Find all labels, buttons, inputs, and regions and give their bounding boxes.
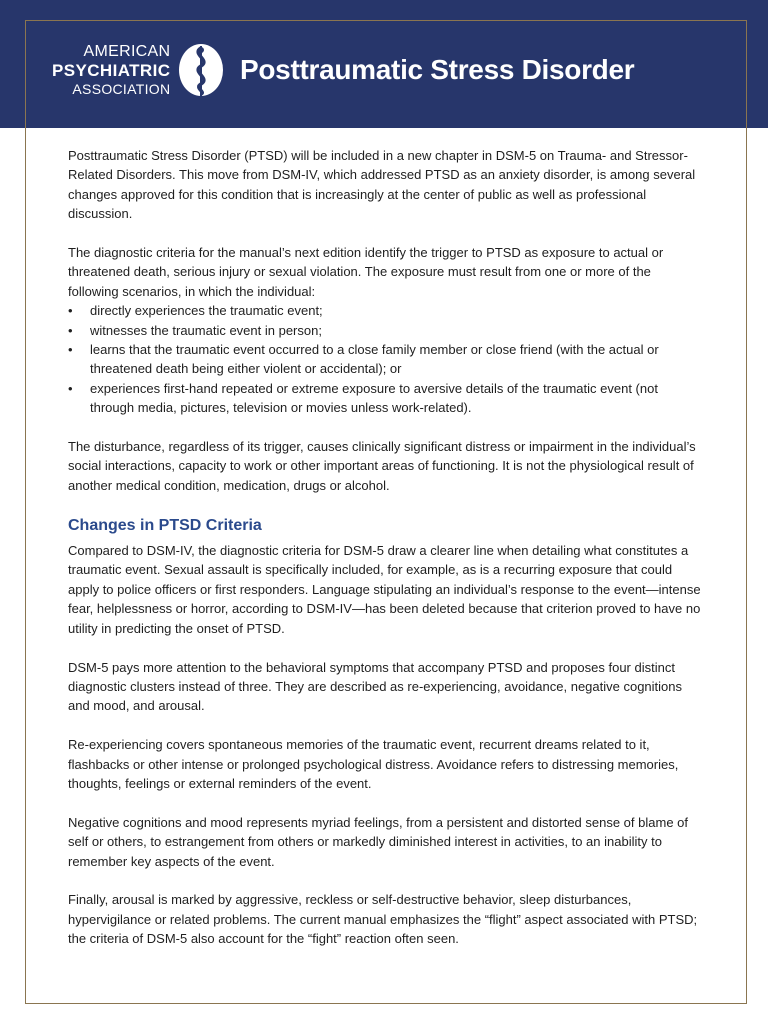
list-item-text: witnesses the traumatic event in person; bbox=[90, 322, 322, 338]
logo-line-3: ASSOCIATION bbox=[72, 81, 171, 97]
list-item bbox=[68, 321, 702, 340]
bullet-icon: • bbox=[68, 303, 73, 319]
paragraph-reexperiencing: Re-experiencing covers spontaneous memories of the traumatic event, recurrent dreams related to it, flashbacks or other intense or prolonged psychological distress. Avoidance refers to distressing memories, thoughts, feelings or external reminders of the event. bbox=[68, 737, 679, 791]
logo-line-2: PSYCHIATRIC bbox=[52, 61, 171, 80]
list-item bbox=[68, 379, 702, 418]
paragraph-arousal: Finally, arousal is marked by aggressive, reckless or self-destructive behavior, sleep disturbances, hypervigilance or related problems. The current manual emphasizes the “flight” aspect associated with PTSD; the criteria of DSM-5 also account for the “fight” reaction often seen. bbox=[68, 892, 698, 947]
paragraph-clusters: DSM-5 pays more attention to the behavioral symptoms that accompany PTSD and proposes four distinct diagnostic clusters instead of three. They are described as re-experiencing, avoidance, negative cognitions and mood, and arousal. bbox=[68, 659, 683, 714]
section-heading: Changes in PTSD Criteria bbox=[68, 516, 262, 534]
list-item bbox=[68, 301, 702, 320]
page-title: Posttraumatic Stress Disorder bbox=[240, 54, 635, 85]
bullet-icon: • bbox=[68, 342, 73, 358]
paragraph-intro: Posttraumatic Stress Disorder (PTSD) will be included in a new chapter in DSM-5 on Trauma- and Stressor-Related Disorders. This move from DSM-IV, which addressed PTSD as an anxiety disorder, is among several changes approved for this condition that is increasingly at the center of public as well as professional discussion. bbox=[68, 148, 696, 222]
paragraph-negative-cognitions: Negative cognitions and mood represents myriad feelings, from a persistent and distorted sense of blame of self or others, to estrangement from others or markedly diminished interest in activities, to an inability to remember key aspects of the event. bbox=[68, 814, 689, 869]
paragraph-comparison: Compared to DSM-IV, the diagnostic criteria for DSM-5 draw a clearer line when detailing what constitutes a traumatic event. Sexual assault is specifically included, for example, as is a recurring exposure that could apply to police officers or first responders. Language stipulating an individual’s response to the event—intense fear, helplessness or horror, according to DSM-IV—has been deleted because that criterion proved to have no utility in predicting the onset of PTSD. bbox=[68, 543, 701, 636]
list-item-text: directly experiences the traumatic event; bbox=[90, 303, 323, 319]
apa-seal-icon bbox=[176, 42, 226, 98]
list-item-text: experiences first-hand repeated or extreme exposure to aversive details of the traumatic event (not through media, pictures, television or movies unless work-related). bbox=[90, 380, 658, 416]
bullet-icon: • bbox=[68, 322, 73, 338]
logo-wordmark bbox=[52, 44, 170, 96]
paragraph-criteria: The diagnostic criteria for the manual’s next edition identify the trigger to PTSD as exposure to actual or threatened death, serious injury or sexual violation. The exposure must result from one or more of the following scenarios, in which the individual: bbox=[68, 245, 664, 299]
bullet-icon: • bbox=[68, 380, 73, 396]
scenario-list bbox=[68, 301, 702, 417]
document-body bbox=[68, 146, 702, 968]
list-item-text: learns that the traumatic event occurred to a close family member or close friend (with the actual or threatened death being either violent or accidental); or bbox=[90, 342, 659, 377]
logo-line-1: AMERICAN bbox=[83, 43, 171, 60]
apa-logo bbox=[52, 40, 226, 100]
paragraph-disturbance: The disturbance, regardless of its trigger, causes clinically significant distress or impairment in the individual’s social interactions, capacity to work or other important areas of functioning. It is not the physiological result of another medical condition, medication, drugs or alcohol. bbox=[68, 439, 696, 493]
list-item bbox=[68, 340, 702, 379]
